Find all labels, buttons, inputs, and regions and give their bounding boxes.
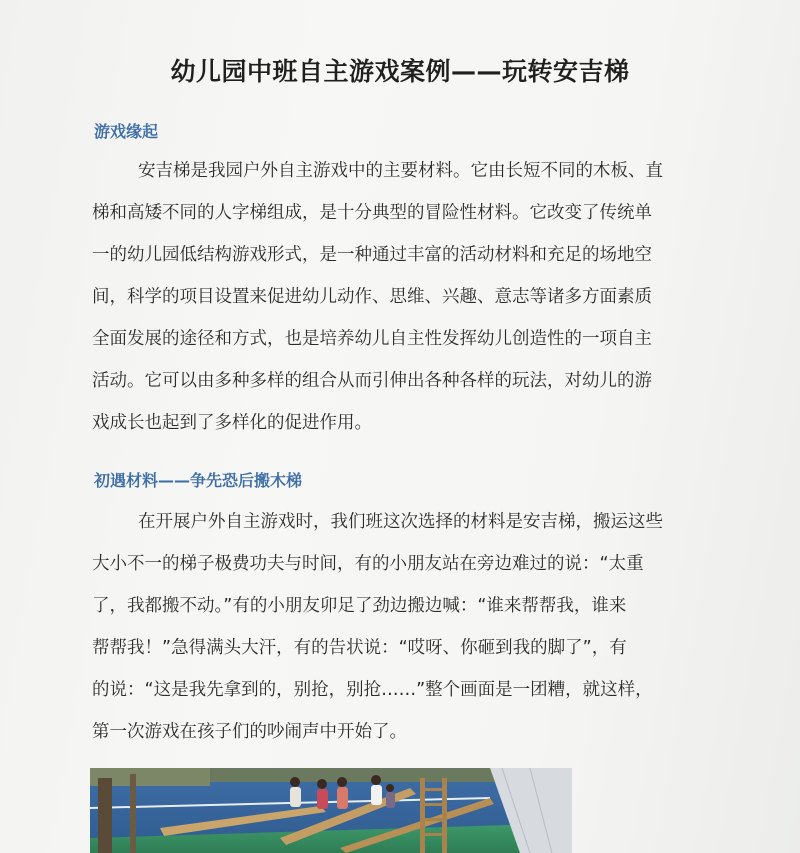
paragraph-first-encounter [92, 501, 692, 753]
section-heading-first-encounter: 初遇材料——争先恐后搬木梯 [94, 471, 303, 490]
paragraph-line: 梯和高矮不同的人字梯组成，是十分典型的冒险性材料。它改变了传统单 [92, 203, 652, 223]
paragraph-line: 间，科学的项目设置来促进幼儿动作、思维、兴趣、意志等诸多方面素质 [92, 287, 652, 307]
paragraph-line: 了，我都搬不动。”有的小朋友卯足了劲边搬边喊：“谁来帮帮我，谁来 [92, 596, 627, 616]
paragraph-line: 大小不一的梯子极费功夫与时间，有的小朋友站在旁边难过的说：“太重 [92, 554, 644, 574]
paragraph-line: 戏成长也起到了多样化的促进作用。 [92, 413, 372, 433]
paragraph-origin [92, 150, 692, 444]
paragraph-line: 全面发展的途径和方式，也是培养幼儿自主性发挥幼儿创造性的一项自主 [92, 329, 652, 349]
playground-photo [90, 768, 572, 853]
playground-photo-image [90, 768, 572, 853]
document-title: 幼儿园中班自主游戏案例——玩转安吉梯 [170, 57, 630, 86]
paragraph-line: 的说：“这是我先拿到的，别抢，别抢……”整个画面是一团糟，就这样， [92, 680, 653, 700]
paragraph-line: 第一次游戏在孩子们的吵闹声中开始了。 [92, 722, 407, 742]
section-heading-origin: 游戏缘起 [94, 122, 159, 141]
paragraph-line: 活动。它可以由多种多样的组合从而引伸出各种各样的玩法，对幼儿的游 [92, 371, 652, 391]
paragraph-line: 帮帮我！”急得满头大汗，有的告状说：“哎呀、你砸到我的脚了”，有 [92, 638, 627, 658]
paragraph-line: 在开展户外自主游戏时，我们班这次选择的材料是安吉梯，搬运这些 [138, 512, 663, 532]
paragraph-line: 一的幼儿园低结构游戏形式，是一种通过丰富的活动材料和充足的场地空 [92, 245, 652, 265]
paragraph-line: 安吉梯是我园户外自主游戏中的主要材料。它由长短不同的木板、直 [138, 161, 663, 181]
